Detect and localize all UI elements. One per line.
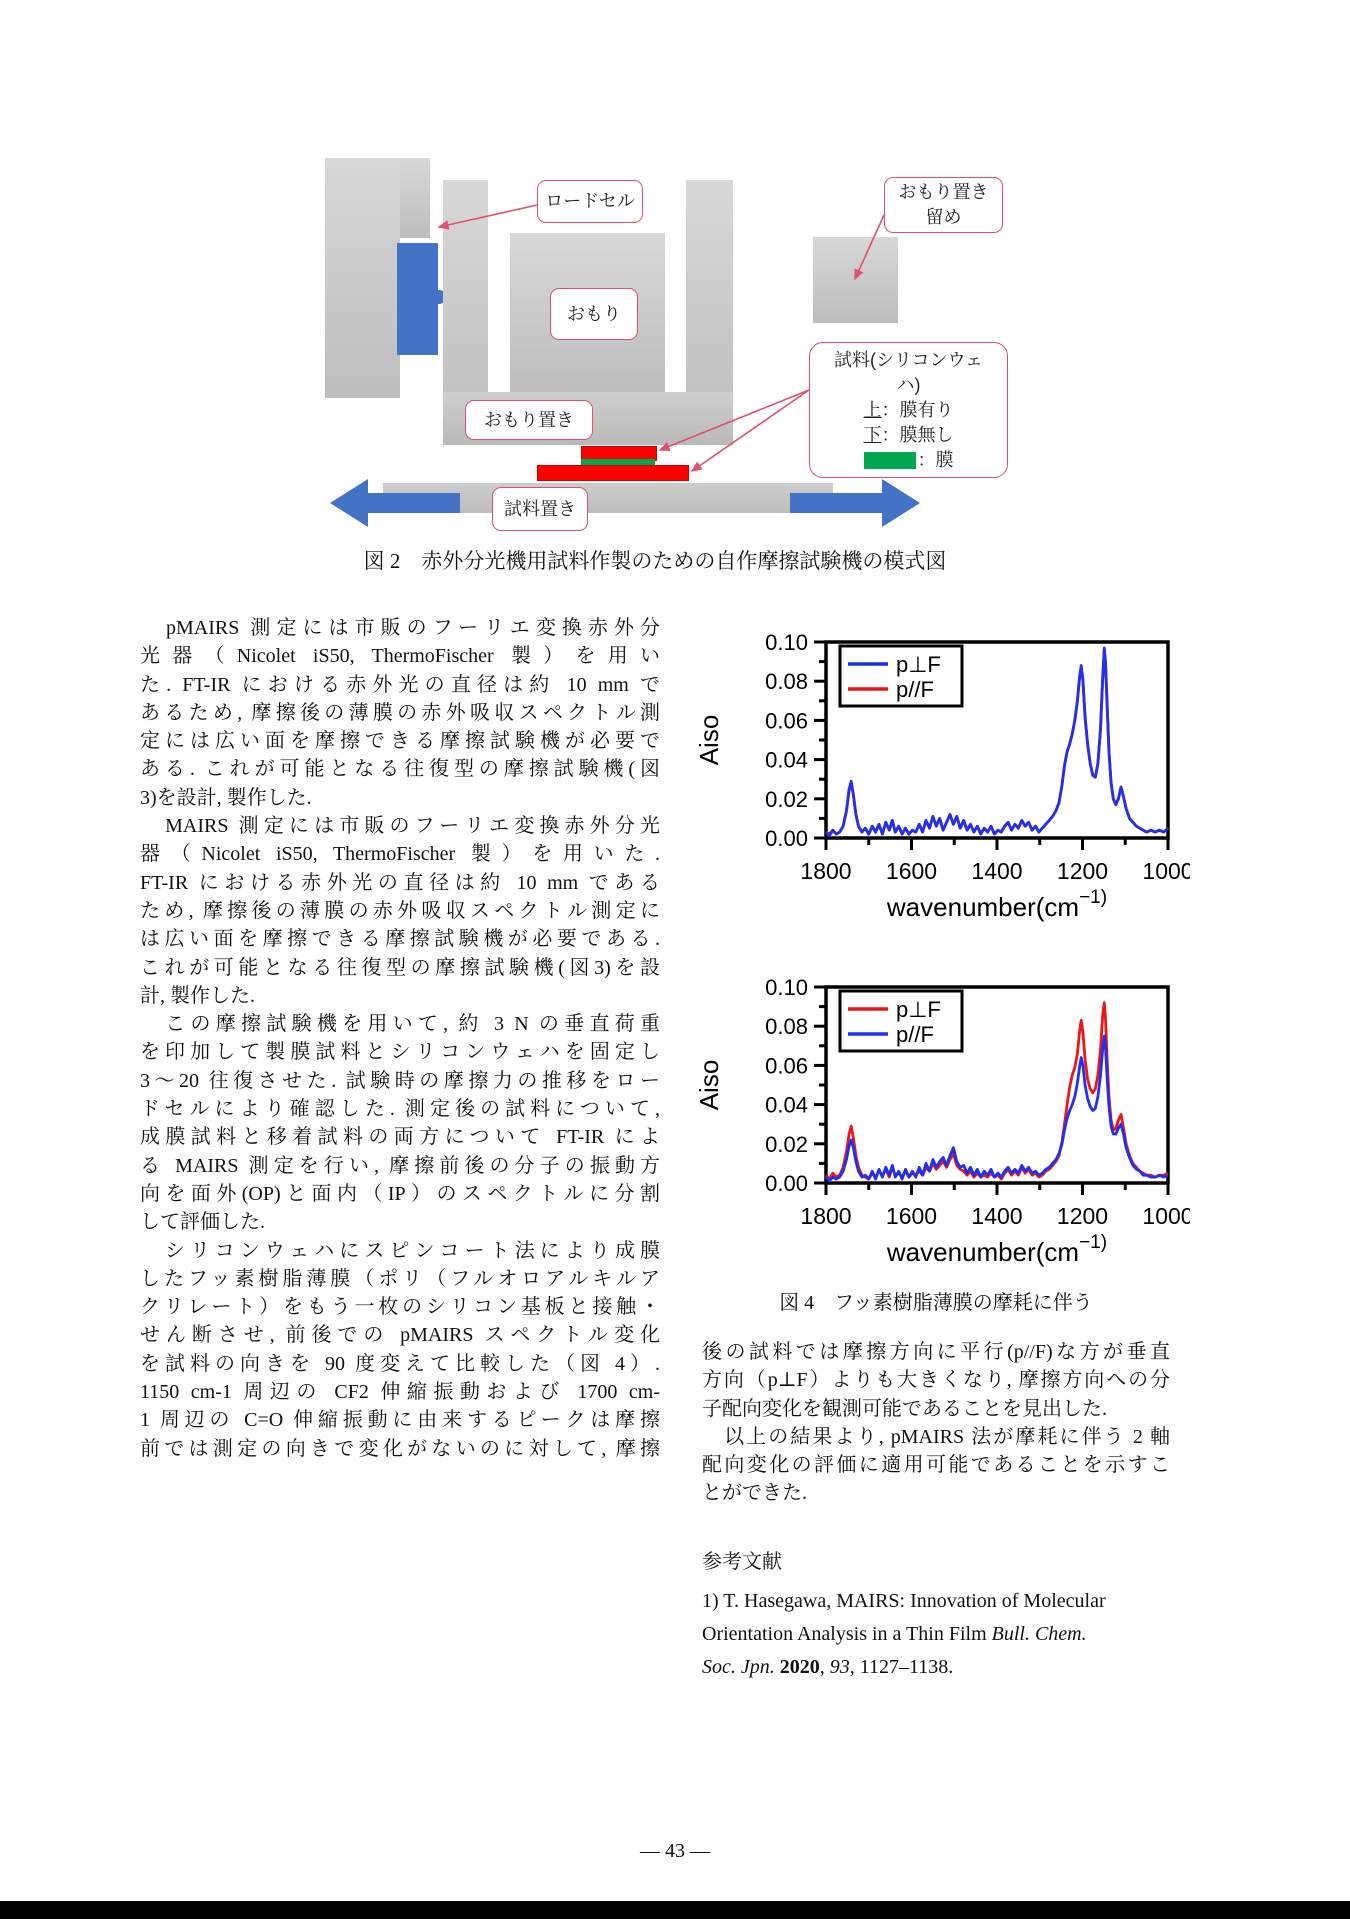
text-segment: , 1127–1138. bbox=[849, 1656, 954, 1678]
text-segment: 上 bbox=[863, 400, 882, 420]
text-line bbox=[702, 1585, 1170, 1618]
machine-frame-left-block bbox=[325, 158, 400, 398]
text-line: あるため, 摩擦後の薄膜の赤外吸収スペクトル測 bbox=[140, 701, 660, 724]
text-line: この摩擦試験機を用いて, 約 3 N の垂直荷重 bbox=[140, 1013, 660, 1036]
text-segment: 93 bbox=[829, 1656, 850, 1678]
svg-text:p//F: p//F bbox=[896, 677, 934, 702]
text-line: したフッ素樹脂薄膜（ポリ（フルオロアルキルア bbox=[140, 1267, 660, 1290]
svg-text:0.10: 0.10 bbox=[765, 630, 808, 655]
references-list bbox=[702, 1585, 1170, 1684]
text-line: る MAIRS 測定を行い, 摩擦前後の分子の振動方 bbox=[140, 1154, 660, 1177]
text-line: 配向変化の評価に適用可能であることを示すこ bbox=[702, 1454, 1170, 1477]
figure4-spectrum-chart bbox=[690, 963, 1190, 1273]
svg-text:p//F: p//F bbox=[896, 1022, 934, 1047]
svg-text:1400: 1400 bbox=[971, 1203, 1023, 1229]
text-line: た. FT-IR における赤外光の直径は約 10 mm で bbox=[140, 673, 660, 696]
svg-text:0.10: 0.10 bbox=[765, 975, 808, 1000]
text-line: ドセルにより確認した. 測定後の試料について, bbox=[140, 1098, 660, 1121]
weight-tray-stopper-block bbox=[813, 237, 898, 323]
text-segment: ハ) bbox=[896, 375, 921, 395]
svg-text:1200: 1200 bbox=[1056, 858, 1109, 884]
text-line: 後の試料では摩擦方向に平行(p//F)な方が垂直 bbox=[702, 1341, 1170, 1363]
text-segment: Bull. Chem. bbox=[991, 1623, 1087, 1645]
text-line: 計, 製作した. bbox=[140, 984, 255, 1007]
text-line: クリレート）をもう一枚のシリコン基板と接触・ bbox=[140, 1296, 660, 1319]
svg-text:0.02: 0.02 bbox=[765, 1131, 808, 1157]
text-line bbox=[864, 448, 954, 473]
svg-text:0.00: 0.00 bbox=[765, 1171, 808, 1196]
figure3-spectrum-chart bbox=[690, 618, 1190, 928]
text-line: pMAIRS 測定には市販のフーリエ変換赤外分 bbox=[140, 617, 660, 639]
svg-text:1000: 1000 bbox=[1142, 858, 1190, 884]
text-line: ある. これが可能となる往復型の摩擦試験機(図 bbox=[140, 758, 660, 781]
text-segment: Orientation Analysis in a Thin Film bbox=[702, 1623, 992, 1645]
text-line bbox=[834, 348, 983, 373]
text-line: 3)を設計, 製作した. bbox=[140, 786, 312, 809]
label-sample-stage-text: 試料置き bbox=[504, 498, 576, 519]
text-line: は広い面を摩擦できる摩擦試験機が必要である. bbox=[140, 928, 660, 951]
text-line: 1150 cm-1 周辺の CF2 伸縮振動および 1700 cm- bbox=[140, 1381, 660, 1404]
label-weight bbox=[550, 288, 638, 340]
label-weight-tray-text: おもり置き bbox=[484, 409, 574, 430]
svg-text:p⊥F: p⊥F bbox=[896, 652, 941, 677]
svg-text:0.00: 0.00 bbox=[765, 826, 808, 851]
svg-text:0.04: 0.04 bbox=[765, 747, 808, 773]
machine-frame-left-small-block bbox=[400, 158, 430, 238]
sample-stage-block bbox=[383, 483, 833, 513]
text-line bbox=[702, 1651, 1170, 1684]
label-weight-tray-stopper-text: 留め bbox=[925, 207, 962, 227]
text-line: 定には広い面を摩擦できる摩擦試験機が必要で bbox=[140, 730, 660, 753]
label-weight-text: おもり bbox=[567, 303, 621, 324]
text-line bbox=[864, 423, 954, 448]
sample-wafer-without-film bbox=[537, 465, 689, 481]
text-line: 子配向変化を観測可能であることを見出した. bbox=[702, 1397, 1107, 1420]
page-bottom-edge bbox=[0, 1901, 1350, 1919]
figure2-caption: 図 2 赤外分光機用試料作製のための自作摩擦試験機の模式図 bbox=[363, 549, 947, 573]
text-line: 向を面外(OP)と面内（IP）のスペクトルに分割 bbox=[140, 1182, 660, 1205]
text-segment: ：膜有り bbox=[881, 400, 954, 420]
svg-text:wavenumber(cm−1): $wavenumber(cm^{-1})$ bbox=[886, 887, 1108, 922]
text-line: シリコンウェハにスピンコート法により成膜 bbox=[140, 1239, 660, 1262]
figure2-schematic bbox=[270, 128, 1030, 540]
text-line: 前では測定の向きで変化がないのに対して, 摩擦 bbox=[140, 1437, 660, 1460]
text-line: これが可能となる往復型の摩擦試験機(図3)を設 bbox=[140, 956, 660, 979]
text-line: 1 周辺の C=O 伸縮振動に由来するピークは摩擦 bbox=[140, 1409, 660, 1432]
svg-text:wavenumber(cm−1): $wavenumber(cm^{-1})$ bbox=[886, 1232, 1108, 1267]
text-line: せん断させ, 前後での pMAIRS スペクトル変化 bbox=[140, 1324, 660, 1347]
text-segment: 試料(シリコンウェ bbox=[834, 350, 983, 370]
svg-text:0.06: 0.06 bbox=[765, 708, 808, 734]
text-line: を試料の向きを 90 度変えて比較した（図 4）. bbox=[140, 1352, 660, 1375]
text-segment: 下 bbox=[863, 425, 882, 445]
left-text-column bbox=[140, 614, 660, 1463]
text-line: 以上の結果より, pMAIRS 法が摩耗に伴う 2 軸 bbox=[702, 1425, 1170, 1448]
svg-text:1000: 1000 bbox=[1142, 1203, 1190, 1229]
film-color-swatch bbox=[864, 452, 916, 469]
text-line: MAIRS 測定には市販のフーリエ変換赤外分光 bbox=[140, 815, 660, 838]
label-sample-legend bbox=[809, 342, 1008, 478]
svg-text:0.06: 0.06 bbox=[765, 1053, 808, 1079]
references-heading: 参考文献 bbox=[702, 1551, 782, 1573]
label-weight-tray-stopper-text: おもり置き bbox=[898, 182, 989, 202]
text-line: とができた. bbox=[702, 1482, 807, 1505]
text-line: 3〜20 往復させた. 試験時の摩擦力の推移をロー bbox=[140, 1069, 660, 1092]
svg-text:1400: 1400 bbox=[971, 858, 1023, 884]
text-segment: 2020 bbox=[779, 1656, 820, 1678]
label-weight-tray bbox=[465, 400, 593, 440]
svg-text:0.04: 0.04 bbox=[765, 1092, 808, 1118]
svg-text:Aiso: Aiso bbox=[694, 714, 724, 766]
svg-text:0.08: 0.08 bbox=[765, 669, 808, 695]
text-segment: Soc. Jpn. bbox=[702, 1656, 775, 1678]
text-segment: , bbox=[819, 1656, 830, 1678]
label-weight-tray-stopper bbox=[884, 177, 1003, 233]
svg-text:Aiso: Aiso bbox=[694, 1059, 724, 1111]
svg-text:0.08: 0.08 bbox=[765, 1014, 808, 1040]
label-sample-stage bbox=[492, 487, 588, 531]
svg-text:p⊥F: p⊥F bbox=[896, 997, 941, 1022]
spectrum-plot bbox=[690, 963, 1190, 1273]
svg-text:1800: 1800 bbox=[800, 1203, 852, 1229]
text-line: して評価した. bbox=[140, 1211, 265, 1234]
svg-text:1800: 1800 bbox=[800, 858, 852, 884]
text-line: 光器（Nicolet iS50, ThermoFischer 製）を用い bbox=[140, 645, 660, 668]
svg-text:1600: 1600 bbox=[885, 858, 938, 884]
spectrum-plot bbox=[690, 618, 1190, 928]
text-line bbox=[702, 1618, 1170, 1651]
label-loadcell bbox=[537, 180, 643, 223]
text-line: FT-IR における赤外光の直径は約 10 mm である bbox=[140, 871, 660, 894]
label-loadcell-text: ロードセル bbox=[545, 191, 635, 211]
page-number: — 43 — bbox=[640, 1840, 710, 1862]
text-line: 器（Nicolet iS50, ThermoFischer 製）を用いた. bbox=[140, 843, 660, 866]
text-segment: ：膜 bbox=[917, 450, 954, 470]
svg-text:0.02: 0.02 bbox=[765, 786, 808, 812]
text-line: を印加して製膜試料とシリコンウェハを固定し bbox=[140, 1041, 660, 1064]
svg-text:1200: 1200 bbox=[1056, 1203, 1109, 1229]
figure4-caption: 図 4 フッ素樹脂薄膜の摩耗に伴う bbox=[779, 1292, 1093, 1314]
text-segment: 1) T. Hasegawa, MAIRS: Innovation of Molecular bbox=[702, 1590, 1106, 1612]
text-line: 成膜試料と移着試料の両方について FT-IR によ bbox=[140, 1126, 660, 1149]
text-segment: ：膜無し bbox=[881, 425, 954, 445]
text-line bbox=[864, 398, 954, 423]
right-text-column bbox=[702, 1338, 1170, 1508]
svg-text:1600: 1600 bbox=[885, 1203, 938, 1229]
text-line: 方向（p⊥F）よりも大きくなり, 摩擦方向への分 bbox=[702, 1369, 1170, 1392]
text-line bbox=[897, 373, 921, 398]
text-line: ため, 摩擦後の薄膜の赤外吸収スペクトル測定に bbox=[140, 899, 660, 922]
